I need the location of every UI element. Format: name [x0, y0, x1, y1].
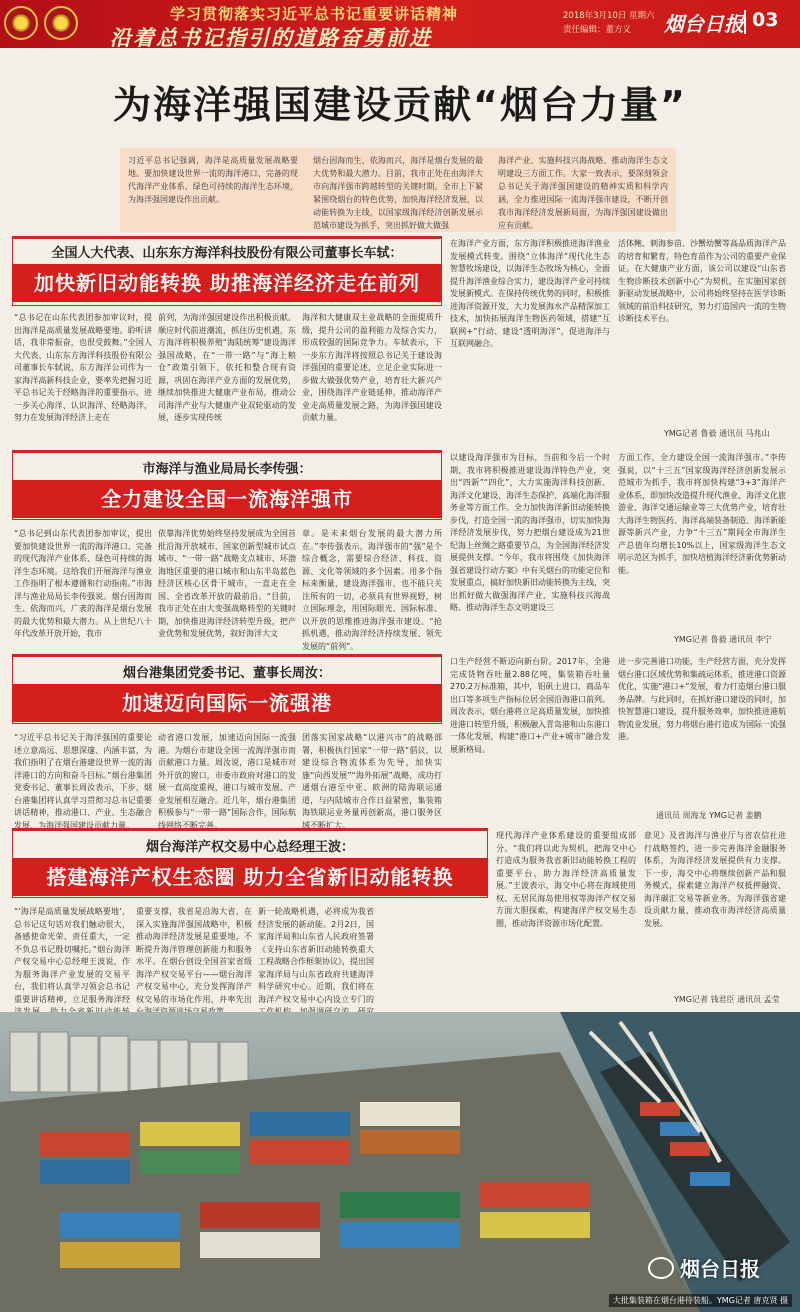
article-column: 海洋和大健康双主业战略的全面提质升级，提升公司的盈利能力及综合实力，形成较强的国际竞争力。车轼表示，下一步东方海洋将按照总书记关于建设海洋强国的重要论述，立足企业实际进一步做大做强优势产业，培育壮大新兴产业，围绕海洋产业链延伸，推动海洋产业走高质量发展之路，为海洋强国建设贡献力量。 [302, 313, 442, 422]
article-lichuanqiang [12, 450, 788, 650]
page-number: 03 [752, 9, 779, 31]
article-byline: YMG记者 鲁毅 通讯员 李宁 [674, 635, 772, 644]
article-column: 方面工作，全力建设全国一流海洋强市。”李传强说，以“十三五”国家级海洋经济创新发展示范城市为抓手，我市将加快构建“3+3”海洋产业体系，即加快改造提升现代渔业、海洋文化旅游业、海洋交通运输业等三大优势产业，培育壮大海洋生物医药、海洋高端装备制造、海洋新能源等新兴产业，力争“十三五”期间全市海洋生产总值年均增长10%以上，国家级海洋生态文明示范区为抓手，加快培植海洋经济新优势新动能。 [618, 453, 786, 575]
article-speaker: 市海洋与渔业局局长李传强： [142, 462, 312, 477]
article-zhouru [12, 654, 788, 830]
masthead-motto: 学习贯彻落实习近平总书记重要讲话精神 [170, 5, 459, 23]
article-byline: YMG记者 鲁毅 通讯员 马兆山 [664, 429, 770, 438]
issue-editor: 责任编辑：董方义 [563, 25, 632, 35]
article-byline: YMG记者 钱君臣 通讯员 孟莹 [674, 995, 780, 1004]
article-column: 现代海洋产业体系建设的重要组成部分。“我们将以此为契机，把海交中心打造成为服务我省新旧动能转换工程的重要平台，助力海洋经济高质量发展。”王波表示，海交中心将在海域使用权、无居民海岛使用权等海洋产权交易方面大胆探索，构建海洋产权交易生态圈，推动海洋资源市场化配置。 [496, 831, 636, 928]
article-column: “总书记到山东代表团参加审议，提出要加快建设世界一流的海洋港口、完备的现代海洋产业体系、绿色可持续的海洋生态环境。这给我们开展海洋与渔业工作指明了根本遵循和行动指南。”市海洋与渔业局局长李传强说。烟台因海而生、依海而兴，广袤的海洋是烟台发展的最大优势和最大潜力。从上世纪八十年代改革开放开始，我市 [14, 529, 152, 638]
port-photo [0, 1012, 800, 1312]
wechat-watermark [648, 1253, 760, 1282]
lead-paragraph: 烟台因海而生、依海而兴，海洋是烟台发展的最大优势和最大潜力。目前，我市正处在由海洋大市向海洋强市跨越转型的关键时期。全市上下紧紧围绕烟台的特色优势，加快海洋经济发展，以动能转换为主线，以国家级海洋经济创新发展示范城市建设为抓手，突出抓好做大做强 [313, 156, 483, 230]
article-theme: 加速迈向国际一流强港 [12, 684, 442, 722]
article-speaker: 全国人大代表、山东东方海洋科技股份有限公司董事长车轼： [51, 246, 403, 261]
article-column: “习近平总书记关于海洋强国的重要论述立意高远、思想深邃、内涵丰富，为我们指明了在烟台港建设世界一流的海洋港口的方向和奋斗目标。”烟台港集团党委书记、董事长周汝表示，下步，烟台港集团将认真学习贯彻习总书记重要讲话精神，推动港口、产业、生态融合发展，为海洋强国建设贡献力量。 [14, 733, 152, 830]
watermark-text: 烟台日报 [680, 1257, 760, 1281]
article-column: 团落实国家战略“以港兴市”的战略部署，积极执行国家“一带一路”倡议，以建设综合物流体系为先导，加快实施“向西发展”“海外拓展”战略，成功打通烟台港至中亚、欧洲的陆海联运通道，与内陆城市合作日益紧密，集装箱海铁联运业务量再创新高，港口服务区域不断扩大。 [302, 733, 442, 830]
lead-paragraph: 海洋产业、实施科技兴海战略、推动海洋生态文明建设三方面工作。大家一致表示，要深刻领会总书记关于海洋强国建设的精神实质和科学内涵，全力推进国际一流海洋强市建设，不断开创我市海洋经济发展新局面，为海洋强国建设做出应有贡献。 [498, 156, 668, 230]
article-column: 口生产经营不断迈向新台阶。2017年，全港完成货物吞吐量2.88亿吨，集装箱吞吐量270.2万标准箱，其中，铝矾土进口、商品车出口等多项生产指标位居全国沿海港口前列。周汝表示，烟台港将立足高质量发展，加快推进港口转型升级，积极融入青岛港和山东港口一体化发展，构建“港口+产业+城市”融合发展新格局。 [450, 657, 610, 754]
article-column: 前列，为海洋强国建设作出积极贡献。顺应时代前进潮流，抓住历史机遇，东方海洋将积极养殖“海陆统筹”建设海洋强国战略，在“一带一路”与“海上粮仓”政策引领下，依托和整合现有资源，巩固在海洋产业方面的发展优势，继续加快推进大健康产业布局，推动公司海洋产业与大健康产业双轮驱动的发展，逐步实现传统 [158, 313, 296, 422]
article-wangbo [12, 828, 788, 1010]
article-column: 动省港口发展，加速迈向国际一流强港。为烟台市建设全国一流海洋强市而贡献港口力量。周汝说，港口是城市对外开放的窗口，市委市政府对港口的发展一直高度重视，港口与城市发展、产业发展相互融合。近几年，烟台港集团积极参与“一带一路”国际合作，国际航线网络不断完善。 [158, 733, 296, 830]
article-byline: 通讯员 周海龙 YMG记者 姜鹏 [656, 811, 762, 820]
masthead-slogan: 沿着总书记指引的道路奋勇前进 [110, 25, 432, 50]
national-emblem-icon [4, 6, 38, 40]
article-theme: 搭建海洋产权生态圈 助力全省新旧动能转换 [12, 858, 488, 896]
page-headline: 为海洋强国建设贡献“烟台力量” [113, 83, 687, 127]
article-column: “‘海洋是高质量发展战略要地’，总书记这句话对我们触动很大，备感使命光荣、责任重大，一定不负总书记殷切嘱托。”烟台海洋产权交易中心总经理王波说，作为服务海洋产业发展的交易平台，我们将认真学习领会总书记重要讲话精神，立足服务海洋经 [14, 907, 130, 1004]
article-speaker: 烟台海洋产权交易中心总经理王波： [145, 840, 354, 855]
article-column: 新一轮战略机遇，必将成为我省经济发展的新动能。2月2日，国家海洋局和山东省人民政府签署《支持山东省新旧动能转换重大工程战略合作框架协议》，提出国家海洋局与山东省政府共建海洋科学研究中心。近期，我们将在海洋产权交易中心内设立专门的 [258, 907, 374, 1004]
article-theme: 全力建设全国一流海洋强市 [12, 480, 442, 518]
article-theme: 加快新旧动能转换 助推海洋经济走在前列 [12, 264, 442, 302]
article-column: 意见》及省海洋与渔业厅与省农信社进行战略签约，进一步完善海洋金融服务体系，为海洋经济发展提供有力支撑。下一步，海交中心将继续创新产品和服务模式，探索建立海洋产权抵押融资、海洋碳汇交易等新业务，为海洋强省建设贡献力量，推动我市海洋经济高质量发展。 [644, 831, 786, 928]
article-chexi [12, 236, 788, 446]
article-column: 在海洋产业方面，东方海洋积极推进海洋渔业发展模式转变。围绕“立体海洋”现代化生态智慧牧场建设，以海洋生态牧场为核心，全面提升海洋渔业综合实力，建设海洋产业可持续发展新模式。在保持传统优势的同时，积极推进海洋资源开发，大力发展海水产品精深加工技术，加快拓展海洋生物医药领域，搭建“互联网+”行动、建设“透明海洋”，促进海洋与互联网融合。 [450, 239, 610, 348]
photo-caption: 大批集装箱在烟台港待装船。YMG记者 唐克贤 摄 [609, 1294, 792, 1307]
lead-paragraph: 习近平总书记强调，海洋是高质量发展战略要地。要加快建设世界一流的海洋港口、完备的现代海洋产业体系、绿色可持续的海洋生态环境，为海洋强国建设作出贡献。 [128, 156, 298, 204]
article-column: 依靠海洋优势始终坚持发展成为全国首批沿海开放城市、国家创新型城市试点城市、“一带一路”战略支点城市、环渤海地区重要的港口城市和山东半岛蓝色经济区核心区骨干城市，一直走在全国、全省改革开放的最前沿。“目前，我市正处在由大变强战略转型的关键时期，加快推进海洋经济转型升级，把产业优势和发展优势，叙好海洋大文 [158, 529, 296, 638]
issue-date: 2018年3月10日 星期六 [563, 11, 655, 21]
issue-info [563, 9, 655, 37]
lead-box [120, 148, 676, 232]
article-column: 重要支撑，我省是沿海大省，在深入实施海洋强国战略中，积极推动海洋经济发展是重要地，不断提升海洋管理创新能力和服务水平。在烟台创设全国首家省级海洋产权交易平台——烟台海洋产权交易中心，充分发挥海洋产权交易的市场化作用，并率先出 [136, 907, 252, 1004]
masthead [0, 0, 800, 48]
article-column: 活体鲍、刺海参苗、沙蟹幼蟹等高品质海洋产品的培育和繁育，特色育苗作为公司的重要产业保证。在大健康产业方面，该公司以建设“山东省生物诊断技术创新中心”为契机，在实施国家创新驱动发展战略中，公司将始终坚持在医学诊断领域的前沿科技研究，努力打造国内一流的生物诊断技术平台。 [618, 239, 786, 323]
article-column: 章。是未来烟台发展的最大潜力所在。”李传强表示，海洋强市的“强”是个综合概念，需要综合经济、科技、资源、文化等领域的多个因素。用多个指标来衡量，建设海洋强市，也不能只关注所有的一切，必须具有世界视野，树立国际理念，用国际眼光、国际标准、以开放的思维推进海洋强市建设。“抢抓机遇，推动海洋经济持续发展、领先发展的“前列”。 [302, 529, 442, 651]
newspaper-name: 烟台日报 [664, 12, 744, 36]
wechat-icon [648, 1257, 674, 1279]
party-emblem-icon [44, 6, 78, 40]
masthead-divider [744, 10, 746, 34]
article-column: 以建设海洋强市为目标，当前和今后一个时期，我市将积极推进建设海洋特色产业，突出“四新”“四化”，大力实施海洋科技创新、海洋文化建设、海洋生态保护、高端化海洋服务业等方面工作。全力加快海洋新旧动能转换步伐，打造全国一流的海洋强市，切实加快海洋经济发展步伐，努力把烟台建设成为21世纪海上丝绸之路重要节点，为全国海洋经济发展提供支撑。“今年，我市将围绕《加快海洋强省建设行动方案》中有关烟台的功能定位和发展重点，搞好加快新旧动能转换为主线，突出抓好做大做强海洋产业，实施科技兴海战略、推动海洋生态文明建设三 [450, 453, 610, 612]
article-speaker: 烟台港集团党委书记、董事长周汝： [122, 666, 331, 681]
article-column: 进一步完善港口功能，生产经营方面，充分发挥烟台港口区域优势和集疏运体系，推进港口资源优化，实施“港口+”发展，着力打造烟台港口服务品牌。与此同时，在抓好港口建设的同时，加快智慧港口建设，提升服务效率，加快推进港航物流业发展，努力将烟台港打造成为国际一流强港。 [618, 657, 786, 741]
article-column: “总书记在山东代表团参加审议时，提出海洋是高质量发展战略要地。聆听讲话，我非常振奋，也很受鼓舞。”全国人大代表、山东东方海洋科技股份有限公司董事长车轼说，东方海洋公司作为一家海洋高新科技企业，要率先把握习近平总书记关于经略海洋的重要指示，进一步关心海洋、认识海洋、经略海洋，努力在发展海洋经济上走在 [14, 313, 152, 422]
